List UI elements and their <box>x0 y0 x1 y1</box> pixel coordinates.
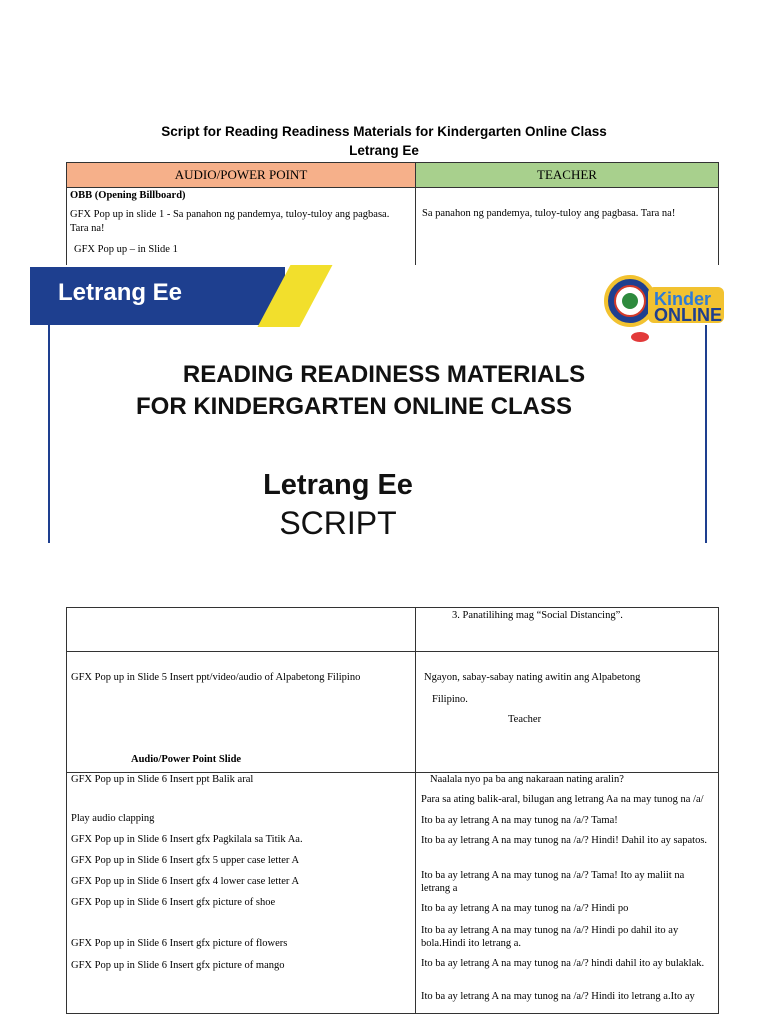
banner-title: Letrang Ee <box>58 279 183 306</box>
left-item: Play audio clapping <box>71 813 155 824</box>
teacher-line-1: Sa panahon ng pandemya, tuloy-tuloy ang pagbasa. Tara na! <box>422 208 676 219</box>
r3-left <box>67 773 416 1014</box>
document-subtitle: Letrang Ee <box>349 143 419 158</box>
document-title: Script for Reading Readiness Materials for Kindergarten Online Class <box>161 124 607 139</box>
r3-right <box>416 773 719 1014</box>
r2-left <box>67 652 416 773</box>
gfx-slide1-text: GFX Pop up in slide 1 - Sa panahon ng pandemya, tuloy-tuloy ang pagbasa. Tara na! <box>70 209 390 234</box>
r1-right <box>416 608 719 652</box>
sing-alphabet-text: Ngayon, sabay-sabay nating awitin ang Alpabetong <box>424 672 641 683</box>
left-item: GFX Pop up in Slide 6 Insert gfx picture of mango <box>71 960 285 971</box>
slide-letter-title: Letrang Ee <box>263 469 413 501</box>
slide-heading-1: READING READINESS MATERIALS <box>182 361 586 388</box>
slide-script-label: SCRIPT <box>279 505 397 541</box>
gfx-slide5-text: GFX Pop up in Slide 5 Insert ppt/video/audio of Alpabetong Filipino <box>71 672 361 683</box>
left-item: GFX Pop up in Slide 6 Insert ppt Balik aral <box>71 774 254 785</box>
title-slide <box>30 265 738 543</box>
sing-alphabet-text-2: Filipino. <box>432 694 468 705</box>
social-distancing-text: 3. Panatilihing mag “Social Distancing”. <box>452 610 623 621</box>
right-item: Ito ba ay letrang A na may tunog na /a/? Hindi ito letrang a.Ito ay <box>421 991 695 1002</box>
left-item: GFX Pop up in Slide 6 Insert gfx picture of flowers <box>71 938 288 949</box>
right-item: Ito ba ay letrang A na may tunog na /a/? Tama! <box>421 815 618 826</box>
teacher-label: Teacher <box>508 714 542 725</box>
audio-slide-label: Audio/Power Point Slide <box>131 754 242 765</box>
logo-online-text: ONLINE <box>654 305 723 325</box>
r2-right <box>416 652 719 773</box>
left-item: GFX Pop up in Slide 6 Insert gfx 5 upper case letter A <box>71 855 300 866</box>
col-header-audio: AUDIO/POWER POINT <box>67 163 416 188</box>
right-item: Ito ba ay letrang A na may tunog na /a/? Hindi po <box>421 903 629 914</box>
logo-kinder-text: Kinder <box>654 289 712 309</box>
script-table-bottom <box>66 607 719 1014</box>
slide-heading-2: FOR KINDERGARTEN ONLINE CLASS <box>135 393 572 420</box>
right-item: Para sa ating balik-aral, bilugan ang letrang Aa na may tunog na /a/ <box>421 794 704 805</box>
audio-cell <box>67 188 416 267</box>
right-item: Ito ba ay letrang A na may tunog na /a/? Hindi! Dahil ito ay sapatos. <box>421 835 708 846</box>
teacher-cell <box>416 188 719 267</box>
left-item: GFX Pop up in Slide 6 Insert gfx 4 lower case letter A <box>71 876 300 887</box>
kinder-online-logo <box>602 265 728 345</box>
slide-right-border <box>705 325 707 543</box>
left-item: GFX Pop up in Slide 6 Insert gfx picture of shoe <box>71 897 276 908</box>
left-item: GFX Pop up in Slide 6 Insert gfx Pagkilala sa Titik Aa. <box>71 834 303 845</box>
right-item: Ito ba ay letrang A na may tunog na /a/? hindi dahil ito ay bulaklak. <box>421 958 705 969</box>
right-item: Ito ba ay letrang A na may tunog na /a/? Hindi po dahil ito ay bola.Hindi ito letrang a. <box>421 925 679 949</box>
col-header-teacher: TEACHER <box>416 163 719 188</box>
r1-left <box>67 608 416 652</box>
right-item: Naalala nyo pa ba ang nakaraan nating aralin? <box>430 774 624 785</box>
obb-label: OBB (Opening Billboard) <box>70 190 186 201</box>
script-table-top <box>66 162 719 267</box>
gfx-slide1-popup: GFX Pop up – in Slide 1 <box>74 244 178 255</box>
right-item: Ito ba ay letrang A na may tunog na /a/? Tama! Ito ay maliit na letrang a <box>421 870 685 894</box>
